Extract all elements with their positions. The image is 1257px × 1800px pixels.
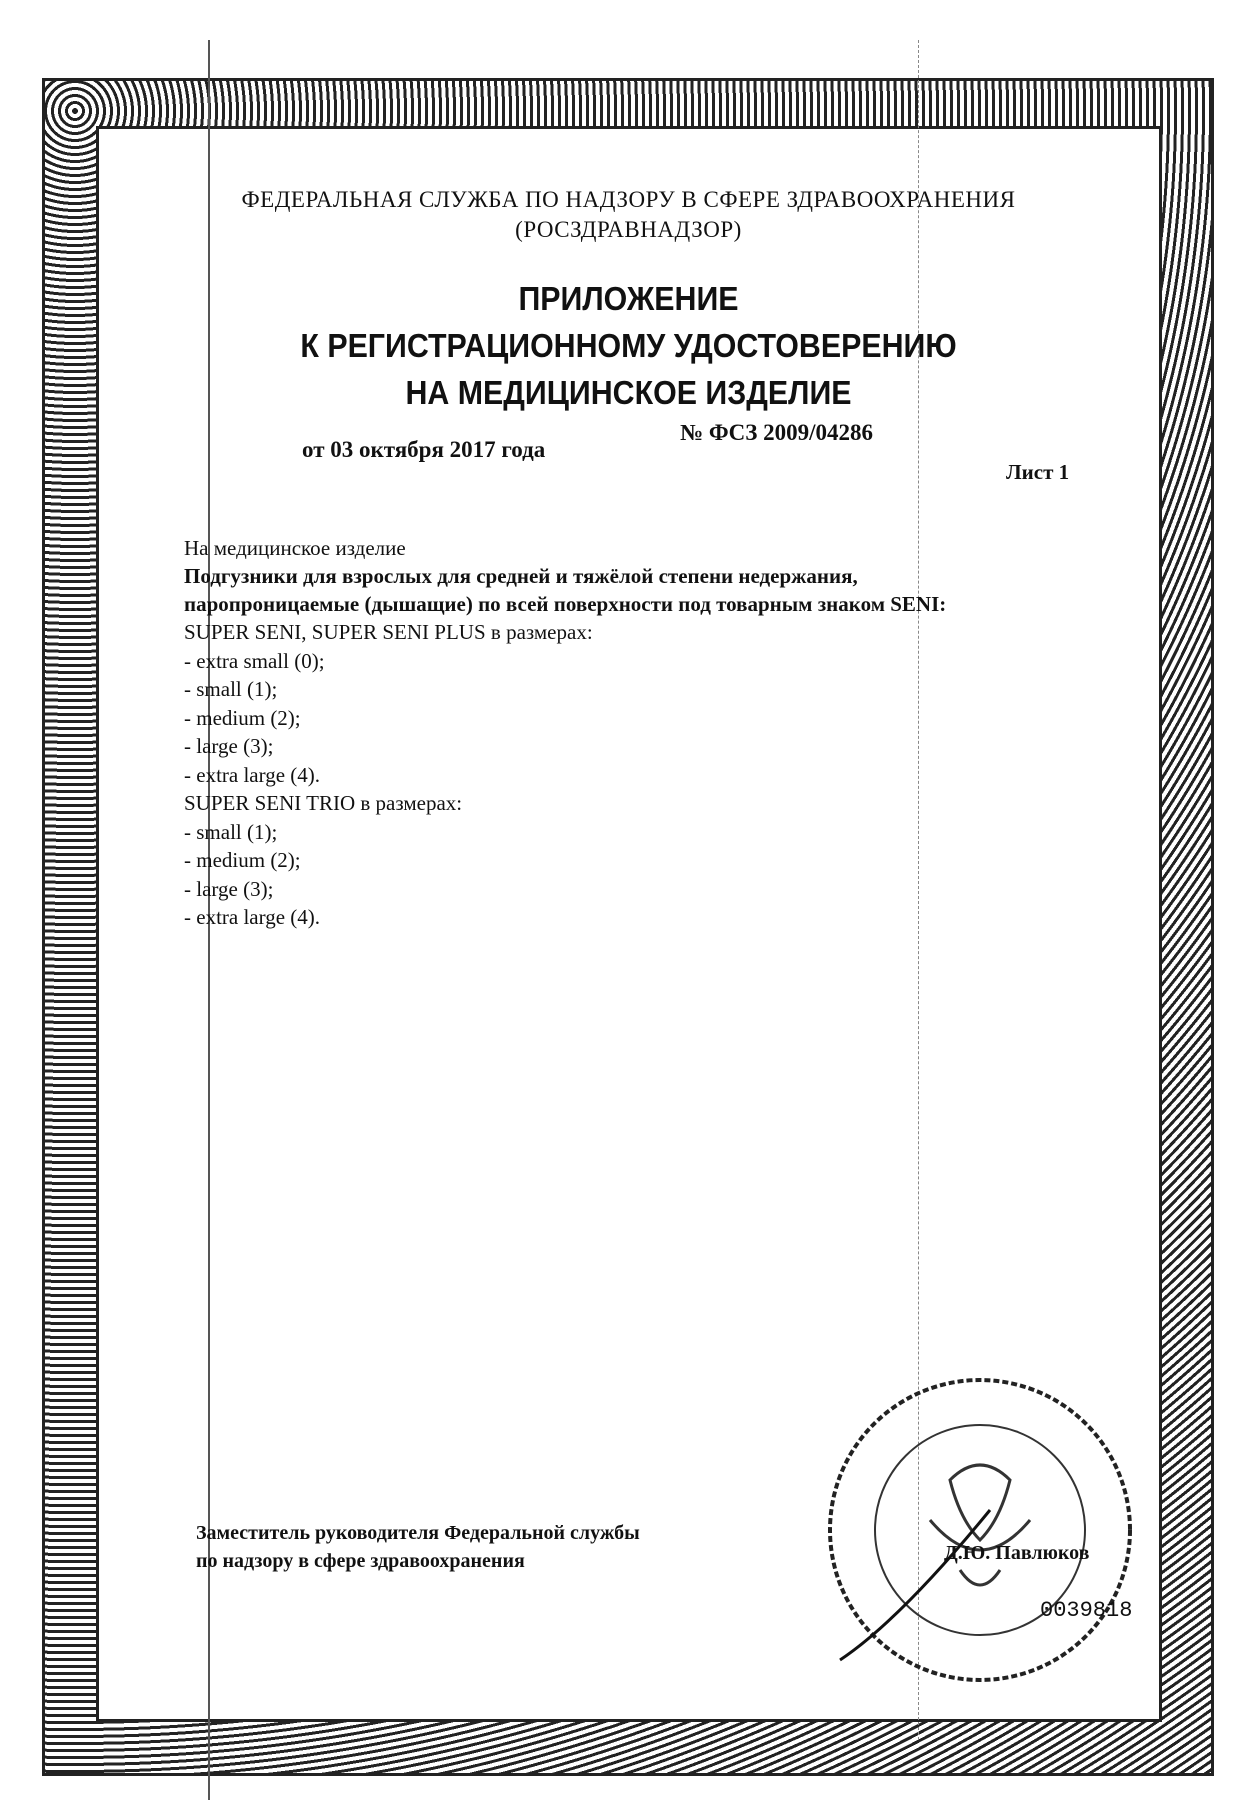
agency-short-name: (РОСЗДРАВНАДЗОР) xyxy=(515,217,742,242)
form-serial-number: 0039818 xyxy=(1040,1598,1133,1623)
size-item: - large (3); xyxy=(184,877,274,901)
official-stamp xyxy=(820,1370,1140,1690)
registration-number: № ФСЗ 2009/04286 xyxy=(680,420,874,445)
size-item: - medium (2); xyxy=(184,706,301,730)
size-item: - extra small (0); xyxy=(184,649,325,673)
size-item: - small (1); xyxy=(184,820,278,844)
title-line-3: НА МЕДИЦИНСКОЕ ИЗДЕЛИЕ xyxy=(405,374,852,411)
issue-date: от 03 октября 2017 года xyxy=(302,437,546,462)
signatory-name: Д.Ю. Павлюков xyxy=(944,1542,1090,1564)
size-item: - medium (2); xyxy=(184,848,301,872)
size-item: - extra large (4). xyxy=(184,905,321,929)
agency-name: ФЕДЕРАЛЬНАЯ СЛУЖБА ПО НАДЗОРУ В СФЕРЕ ЗДРАВООХРАНЕНИЯ xyxy=(241,187,1016,212)
title-line-1: ПРИЛОЖЕНИЕ xyxy=(518,280,739,317)
size-item: - extra large (4). xyxy=(184,763,321,787)
product-description-2: паропроницаемые (дышащие) по всей поверхности под товарным знаком SENI: xyxy=(184,592,947,616)
signatory-position-2: по надзору в сфере здравоохранения xyxy=(196,1550,525,1572)
title-line-2: К РЕГИСТРАЦИОННОМУ УДОСТОВЕРЕНИЮ xyxy=(300,327,957,364)
signature-stroke xyxy=(840,1510,990,1660)
product-description-1: Подгузники для взрослых для средней и тяжёлой степени недержания, xyxy=(184,564,858,588)
size-item: - small (1); xyxy=(184,677,278,701)
signatory-position-1: Заместитель руководителя Федеральной службы xyxy=(196,1522,640,1544)
sheet-number: Лист 1 xyxy=(1006,460,1070,484)
intro-text: На медицинское изделие xyxy=(184,536,406,560)
group2-title: SUPER SENI TRIO в размерах: xyxy=(184,791,463,815)
group1-title: SUPER SENI, SUPER SENI PLUS в размерах: xyxy=(184,620,593,644)
size-item: - large (3); xyxy=(184,734,274,758)
